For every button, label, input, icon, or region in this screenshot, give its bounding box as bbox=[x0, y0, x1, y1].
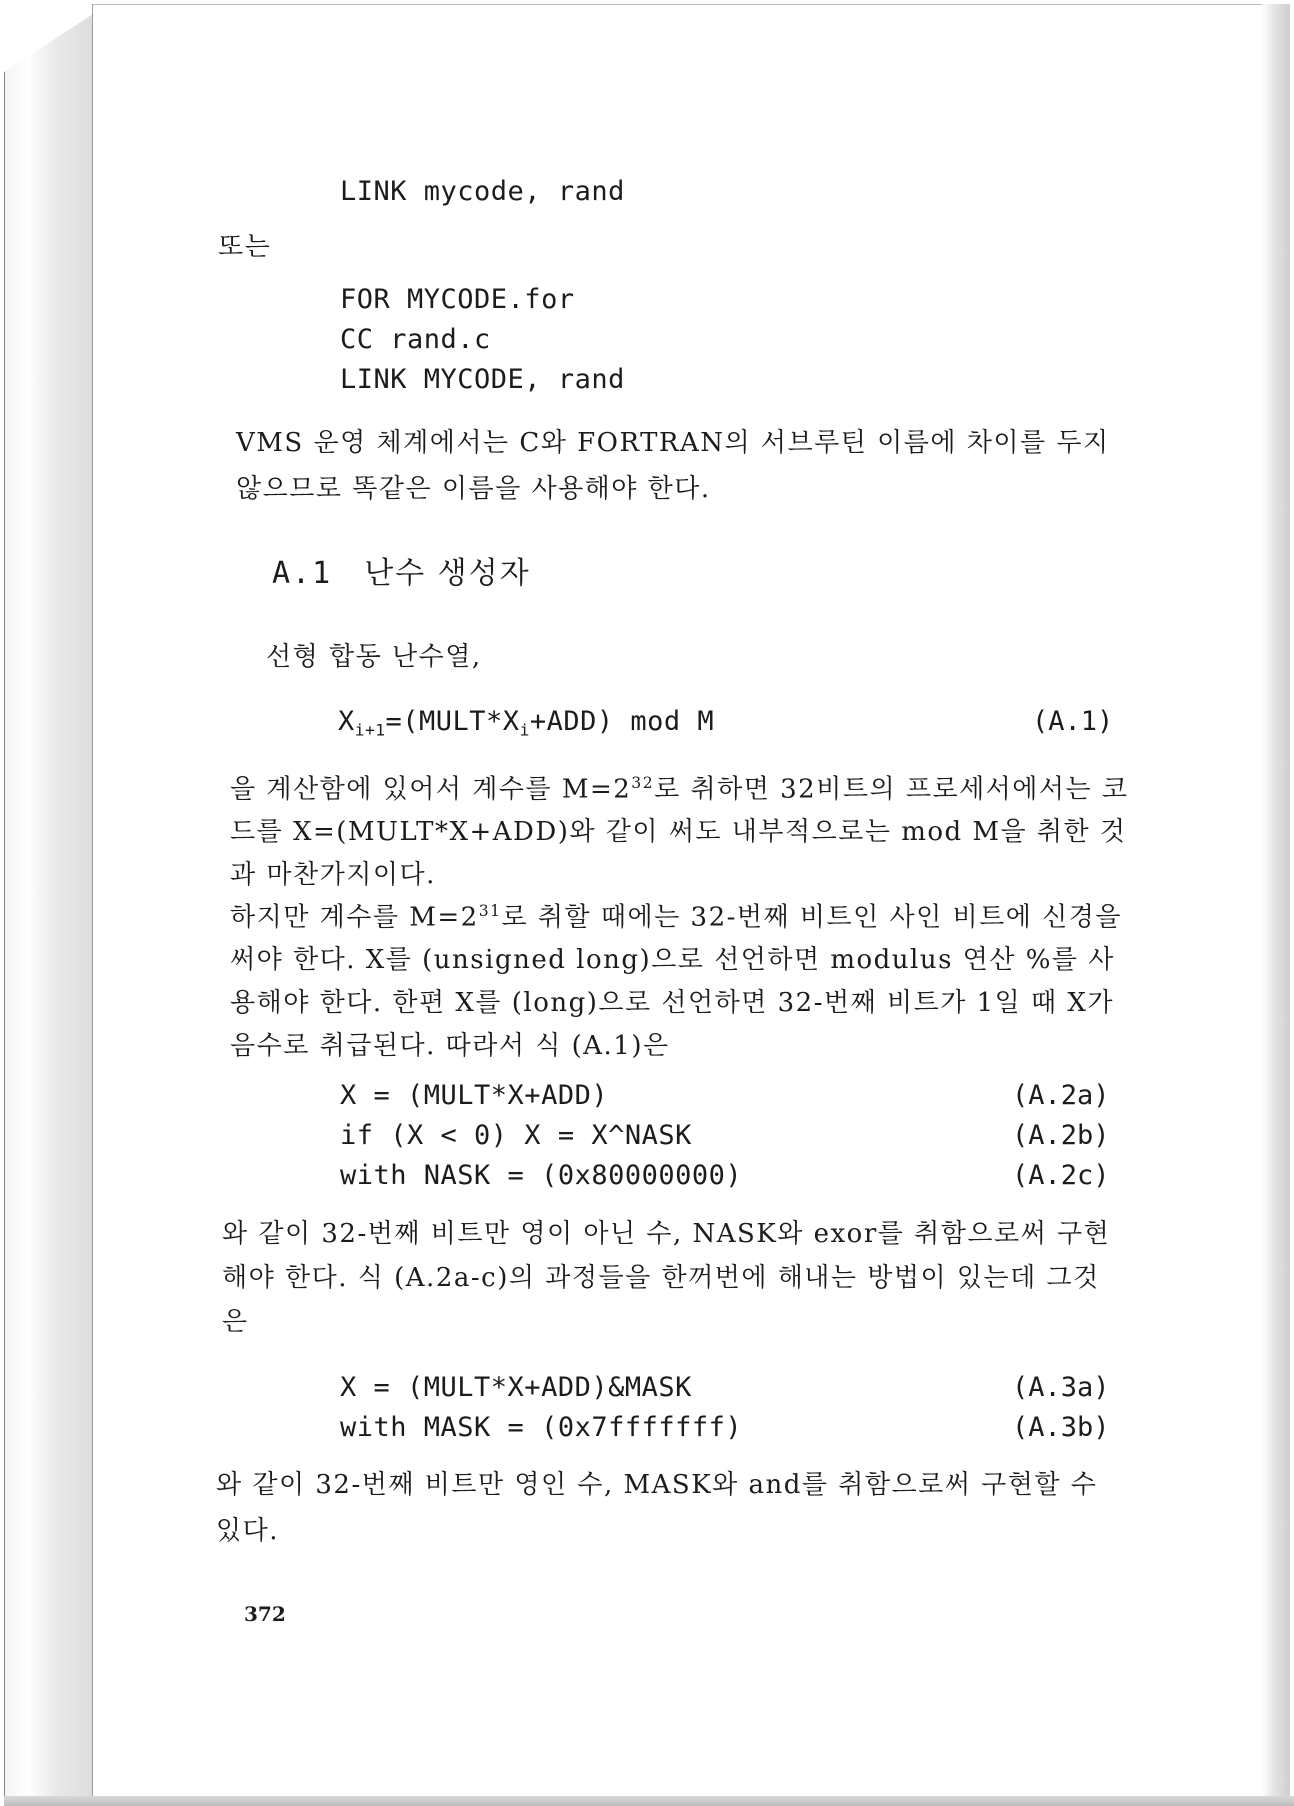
paragraph-modulus-32 bbox=[230, 762, 1130, 897]
code-line-link: LINK MYCODE, rand bbox=[340, 364, 625, 395]
page-bottom-edge bbox=[4, 1796, 1294, 1806]
section-heading bbox=[272, 548, 531, 592]
equation-number-a2a: (A.2a) bbox=[1012, 1080, 1110, 1111]
section-number: A.1 bbox=[272, 556, 333, 591]
code-block-mask bbox=[340, 1368, 742, 1448]
code-line-a2b: if (X < 0) X = X^NASK bbox=[340, 1120, 692, 1151]
eq-right: +ADD) mod M bbox=[529, 706, 715, 737]
eq-middle: =(MULT*X bbox=[385, 706, 520, 737]
para3-part1: 하지만 계수를 M=2 bbox=[230, 902, 479, 933]
paragraph-exor: 와 같이 32-번째 비트만 영이 아닌 수, NASK와 exor를 취함으로써 구현해야 한다. 식 (A.2a-c)의 과정들을 한꺼번에 해내는 방법이 있는데 그것은 bbox=[222, 1219, 1111, 1337]
equation-numbers-a2 bbox=[1012, 1076, 1110, 1196]
code-line-a2a: X = (MULT*X+ADD) bbox=[340, 1080, 609, 1111]
equation-a1 bbox=[338, 706, 714, 740]
eq-x: X bbox=[338, 706, 355, 737]
code-line-a3a: X = (MULT*X+ADD)&MASK bbox=[340, 1372, 692, 1403]
eq-sub-i1: i+1 bbox=[354, 720, 386, 740]
paragraph-and: 와 같이 32-번째 비트만 영인 수, MASK와 and를 취함으로써 구현할 수 있다. bbox=[216, 1470, 1098, 1546]
code-line-cc: CC rand.c bbox=[340, 324, 491, 355]
para2-part1: 을 계산함에 있어서 계수를 M=2 bbox=[230, 774, 632, 805]
code-line-for: FOR MYCODE.for bbox=[340, 284, 575, 315]
para2-superscript: 32 bbox=[631, 774, 655, 792]
page-number: 372 bbox=[244, 1602, 286, 1626]
equation-numbers-a3 bbox=[1012, 1368, 1110, 1448]
equation-number-a2b: (A.2b) bbox=[1012, 1120, 1110, 1151]
code-line-a3b: with MASK = (0x7fffffff) bbox=[340, 1412, 743, 1443]
code-line-link-mycode: LINK mycode, rand bbox=[340, 176, 625, 207]
equation-number-a1: (A.1) bbox=[1032, 706, 1114, 737]
equation-number-a2c: (A.2c) bbox=[1012, 1160, 1110, 1191]
code-block-nask bbox=[340, 1076, 742, 1196]
book-spine bbox=[4, 12, 98, 1800]
para3-part2: 로 취할 때에는 32-번째 비트인 사인 비트에 신경을 써야 한다. X를 (unsigned long)으로 선언하면 modulus 연산 %를 사용해야 한다. 한편 X를 (long)으로 선언하면 32-번째 비트가 1일 때 X가 음수로 취급된다. 따라서 식 (A.1)은 bbox=[230, 902, 1122, 1062]
eq-sub-i: i bbox=[519, 720, 530, 740]
paragraph-modulus-31 bbox=[230, 890, 1130, 1068]
section-title: 난수 생성자 bbox=[364, 556, 531, 591]
code-line-a2c: with NASK = (0x80000000) bbox=[340, 1160, 743, 1191]
equation-number-a3b: (A.3b) bbox=[1012, 1412, 1110, 1443]
paragraph-vms: VMS 운영 체계에서는 C와 FORTRAN의 서브루틴 이름에 차이를 두지 않으므로 똑같은 이름을 사용해야 한다. bbox=[236, 428, 1110, 504]
para3-superscript: 31 bbox=[478, 902, 502, 920]
code-block-compile bbox=[340, 280, 625, 400]
or-word: 또는 bbox=[218, 232, 272, 262]
para2-part2: 로 취하면 32비트의 프로세서에서는 코드를 X=(MULT*X+ADD)와 같이 써도 내부적으로는 mod M을 취한 것과 마찬가지이다. bbox=[230, 774, 1129, 891]
page-right-edge bbox=[1262, 4, 1290, 1800]
equation-number-a3a: (A.3a) bbox=[1012, 1372, 1110, 1403]
intro-text: 선형 합동 난수열, bbox=[266, 642, 482, 672]
